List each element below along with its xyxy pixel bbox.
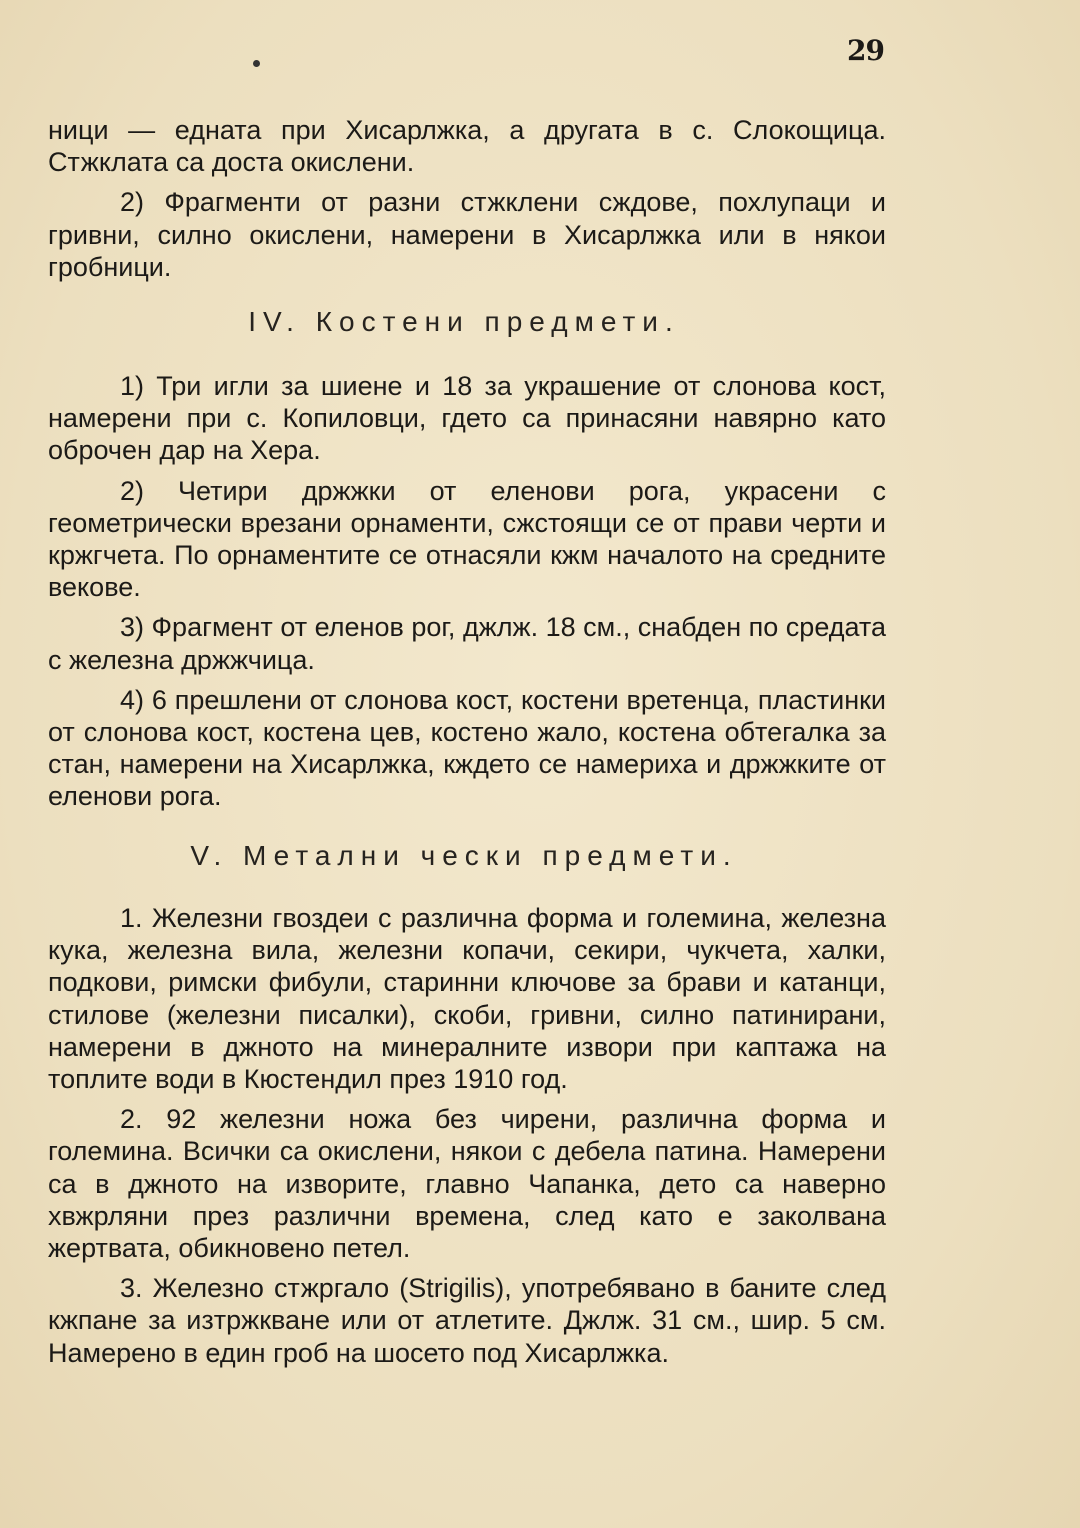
bone-item-3: 3) Фрагмент от еленов рог, джлж. 18 см., снабден по средата с железна држжчица. <box>48 612 886 675</box>
ink-speck <box>253 60 260 67</box>
page-number: 29 <box>847 34 884 67</box>
metal-item-2: 2. 92 железни ножа без чирени, различна форма и големина. Всички са окислени, някои с дебела патина. Намерени са в джното на изворите, главно Чапанка, дето са наверно хвжрляни през различни времена, след като е заколвана жертвата, обикновено петел. <box>48 1104 886 1264</box>
bone-item-1: 1) Три игли за шиене и 18 за украшение от слонова кост, намерени при с. Копиловци, гдето са принасяни навярно като оброчен дар на Хера. <box>48 371 886 466</box>
paragraph-item-2-glass: 2) Фрагменти от разни стжклени сждове, похлупаци и гривни, силно окислени, намерени в Хисарлжка или в някои гробници. <box>48 187 886 282</box>
metal-item-1: 1. Железни гвоздеи с различна форма и големина, железна кука, железна вила, железни копачи, секири, чукчета, халки, подкови, римски фибули, старинни ключове за брави и катанци, стилове (железни писалки), скоби, гривни, силно патинирани, намерени в джното на минералните извори при каптажа на топлите води в Кюстендил през 1910 год. <box>48 903 886 1095</box>
intro-text-block <box>48 114 886 283</box>
section-heading-bone-objects: IV. Костени предмети. <box>248 306 680 337</box>
section5-text-block <box>48 902 886 1369</box>
bone-item-4: 4) 6 прешлени от слонова кост, костени вретенца, пластинки от слонова кост, костена цев, костено жало, костена обтегалка за стан, намерени на Хисарлжка, кждето се намериха и држжките от еленови рога. <box>48 684 886 812</box>
section4-text-block <box>48 370 886 813</box>
metal-item-3: 3. Железно стжргало (Strigilis), употребявано в баните след кжпане за изтржкване или от атлетите. Джлж. 31 см., шир. 5 см. Намерено в един гроб на шосето под Хисарлжка. <box>48 1273 886 1368</box>
paragraph-continuation: ници — едната при Хисарлжка, а другата в с. Слокощица. Стжклата са доста окислени. <box>48 115 886 178</box>
section-heading-metal-objects: V. Метални чески предмети. <box>190 840 738 871</box>
bone-item-2: 2) Четири држжки от еленови рога, украсени с геометрически врезани орнаменти, сжстоящи се от прави черти и кржгчета. По орнаментите се отнасяли кжм началото на средните векове. <box>48 475 886 603</box>
